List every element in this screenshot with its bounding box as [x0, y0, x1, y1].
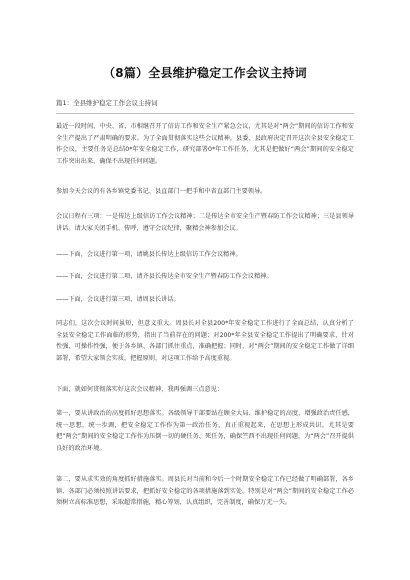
- paragraph-point-1: 第一，要从讲政治的高度抓好思想落实。各级领导干部要站在顾全大局、维护稳定的高度，增强政治责任感，统一思想，统一步调，把安全稳定工作作为第一政治任务，真正重视起来，在思想上形成共识。尤其是要把“两会”期间的安全稳定工作作为压倒一切的硬任务、死任务，确保竺西不出现任何问题，为“两会”召开提供良好的政治环境。: [56, 410, 354, 452]
- paragraph-point-2: 第二，要从求实效的角度抓好措施落实。周县长对当前和今后一个时期安全稳定工作已经做了明确部署，各乡镇、各部门必须按照讲话要求，把抓好安全稳定的各项措施落到实处。特别是对“两会”期间的安全稳定工作必须树立高标准思想，采取超常措施，精心筹划，认真组织，完善制度，确保万无一失。: [56, 476, 354, 506]
- document-title: （8篇）全县维护稳定工作会议主持词: [103, 66, 307, 80]
- section-heading: 篇1：全县维护稳定工作会议主持词: [56, 99, 158, 107]
- section-divider: [56, 113, 354, 114]
- paragraph-transition: 下面，就如何贯彻落实好这次会议精神，我再强调三点意见：: [56, 386, 224, 393]
- paragraph-agenda: 会议日程有三项：一是传达上级信访工作会议精神；二是传达全市安全生产暨春防工作会议精神；三是县领导讲话。请大家关闭手机、传呼，遵守会议纪律，聚精会神参加会议。: [56, 213, 354, 232]
- paragraph-item-3: ——下面，会议进行第三项，请周县长讲话。: [56, 296, 180, 303]
- paragraph-item-2: ——下面，会议进行第二项，请齐县长传达全市安全生产暨春防工作会议精神。: [56, 273, 273, 280]
- paragraph-item-1: ——下面，会议进行第一项，请姚县长传达上级信访工作会议精神。: [56, 251, 242, 258]
- paragraph-attendees: 参加今天会议的有各乡镇党委书记、县直部门一把手和中省直部门主要领导。: [56, 188, 267, 195]
- paragraph-intro: 最近一段时间，中央、省、市相继召开了信访工作和安全生产紧急会议，尤其是对“两会”期间的信访工作和安全生产提出了严肃明确的要求。为了全面贯彻落实这些会议精神，县委、县政府决定召开这次全县安全稳定工作会议，主要任务是总结0*年安全稳定工作，研究部署0*年工作任务，尤其是把做好“两会”期间的安全稳定工作突出出来，确保不出现任何问题。: [56, 123, 354, 165]
- paragraph-summary: 同志们，这次会议时间虽短，但意义重大。周县长对全县200*年安全稳定工作进行了全面总结，认真分析了全县安全稳定工作面临的形势，指出了当前存在的问题；对200*年全县安全稳定工作提出了明确要求，针对性强、可操作性强，便于各乡镇、各部门抓住重点，准确把握；同时，对“两会”期间的安全稳定工作做了详细部署，希望大家领会实质，把握原则，对这项工作给予高度重视。: [56, 320, 354, 362]
